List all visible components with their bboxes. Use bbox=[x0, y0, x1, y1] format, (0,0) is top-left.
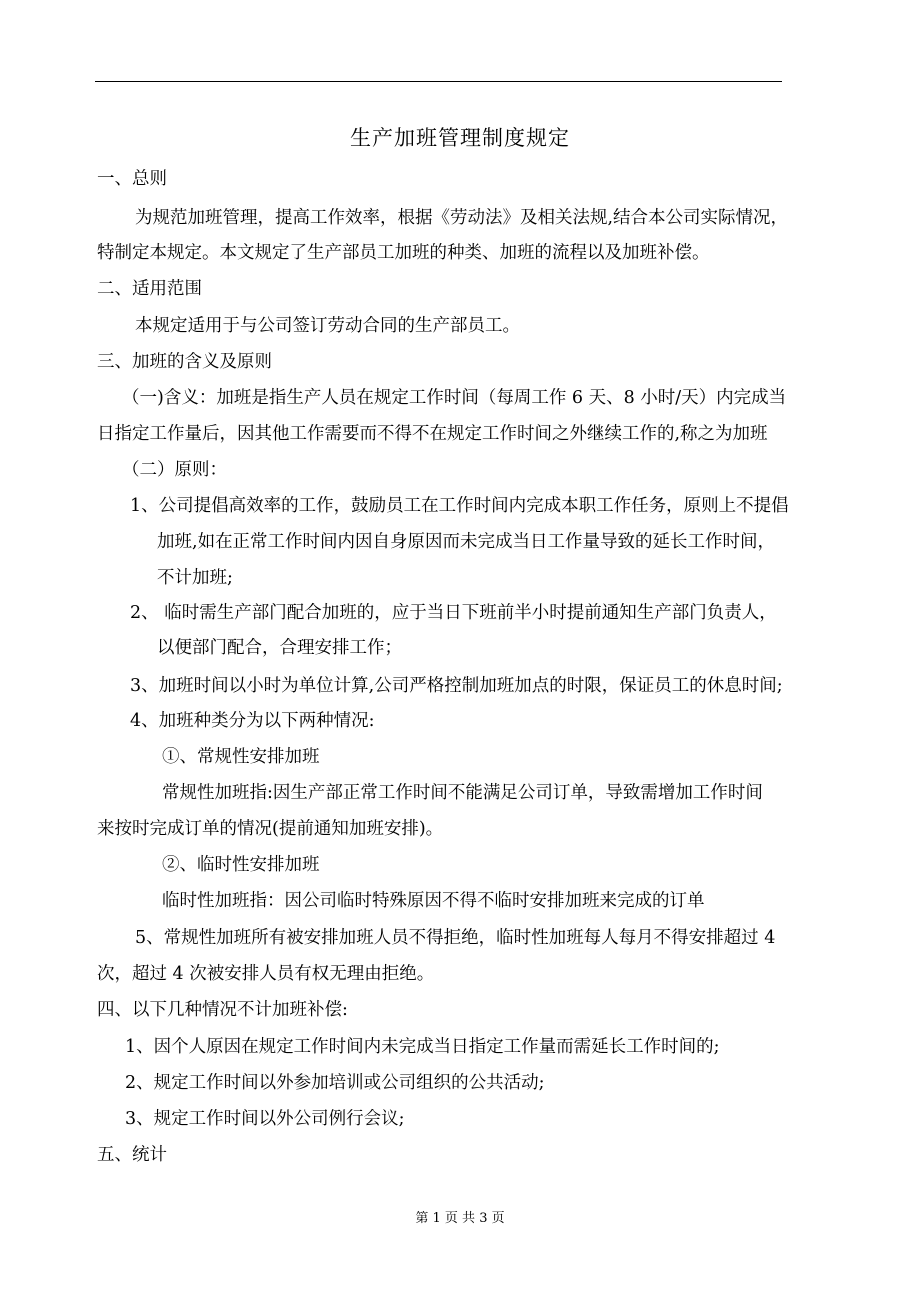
paragraph-line: （一)含义：加班是指生产人员在规定工作时间（每周工作 6 天、8 小时/天）内完成当 bbox=[122, 388, 787, 408]
paragraph-line: 来按时完成订单的情况(提前通知加班安排)。 bbox=[97, 819, 444, 839]
list-item: 2、 临时需生产部门配合加班的，应于当日下班前半小时提前通知生产部门负责人， bbox=[130, 603, 777, 623]
section-heading-scope: 二、适用范围 bbox=[97, 279, 202, 299]
list-item-continuation: 次，超过 4 次被安排人员有权无理由拒绝。 bbox=[97, 964, 435, 984]
paragraph-line: 为规范加班管理，提高工作效率，根据《劳动法》及相关法规,结合本公司实际情况， bbox=[135, 208, 789, 228]
list-item-continuation: 加班,如在正常工作时间内因自身原因而未完成当日工作量导致的延长工作时间， bbox=[157, 532, 776, 552]
section-heading-definition: 三、加班的含义及原则 bbox=[97, 352, 272, 372]
paragraph-line: 日指定工作量后，因其他工作需要而不得不在规定工作时间之外继续工作的,称之为加班 bbox=[97, 424, 768, 444]
list-item-continuation: 不计加班; bbox=[157, 568, 233, 588]
sub-list-heading: ①、常规性安排加班 bbox=[162, 747, 320, 767]
sub-list-heading: ②、临时性安排加班 bbox=[162, 855, 320, 875]
section-heading-exclusions: 四、以下几种情况不计加班补偿: bbox=[97, 1000, 348, 1020]
list-item: 1、公司提倡高效率的工作，鼓励员工在工作时间内完成本职工作任务，原则上不提倡 bbox=[130, 496, 789, 516]
paragraph-line: 本规定适用于与公司签订劳动合同的生产部员工。 bbox=[135, 316, 520, 336]
page-footer: 第 1 页 共 3 页 bbox=[415, 1211, 505, 1226]
list-item: 4、加班种类分为以下两种情况: bbox=[130, 711, 375, 731]
list-item: 3、规定工作时间以外公司例行会议; bbox=[125, 1109, 405, 1129]
paragraph-line: 常规性加班指:因生产部正常工作时间不能满足公司订单，导致需增加工作时间 bbox=[162, 783, 763, 803]
list-item: 1、因个人原因在规定工作时间内未完成当日指定工作量而需延长工作时间的; bbox=[125, 1037, 720, 1057]
paragraph-line: 临时性加班指：因公司临时特殊原因不得不临时安排加班来完成的订单 bbox=[162, 891, 705, 911]
document-title: 生产加班管理制度规定 bbox=[350, 126, 570, 150]
list-item: 3、加班时间以小时为单位计算,公司严格控制加班加点的时限，保证员工的休息时间; bbox=[130, 676, 783, 696]
list-item-continuation: 以便部门配合，合理安排工作； bbox=[157, 638, 402, 658]
section-heading-general: 一、总则 bbox=[97, 169, 167, 189]
section-heading-statistics: 五、统计 bbox=[97, 1145, 167, 1165]
paragraph-line: 特制定本规定。本文规定了生产部员工加班的种类、加班的流程以及加班补偿。 bbox=[97, 243, 710, 263]
subsection-heading: （二）原则： bbox=[122, 460, 227, 480]
list-item: 2、规定工作时间以外参加培训或公司组织的公共活动; bbox=[125, 1073, 545, 1093]
header-rule bbox=[95, 81, 782, 82]
list-item: 5、常规性加班所有被安排加班人员不得拒绝，临时性加班每人每月不得安排超过 4 bbox=[135, 928, 776, 948]
